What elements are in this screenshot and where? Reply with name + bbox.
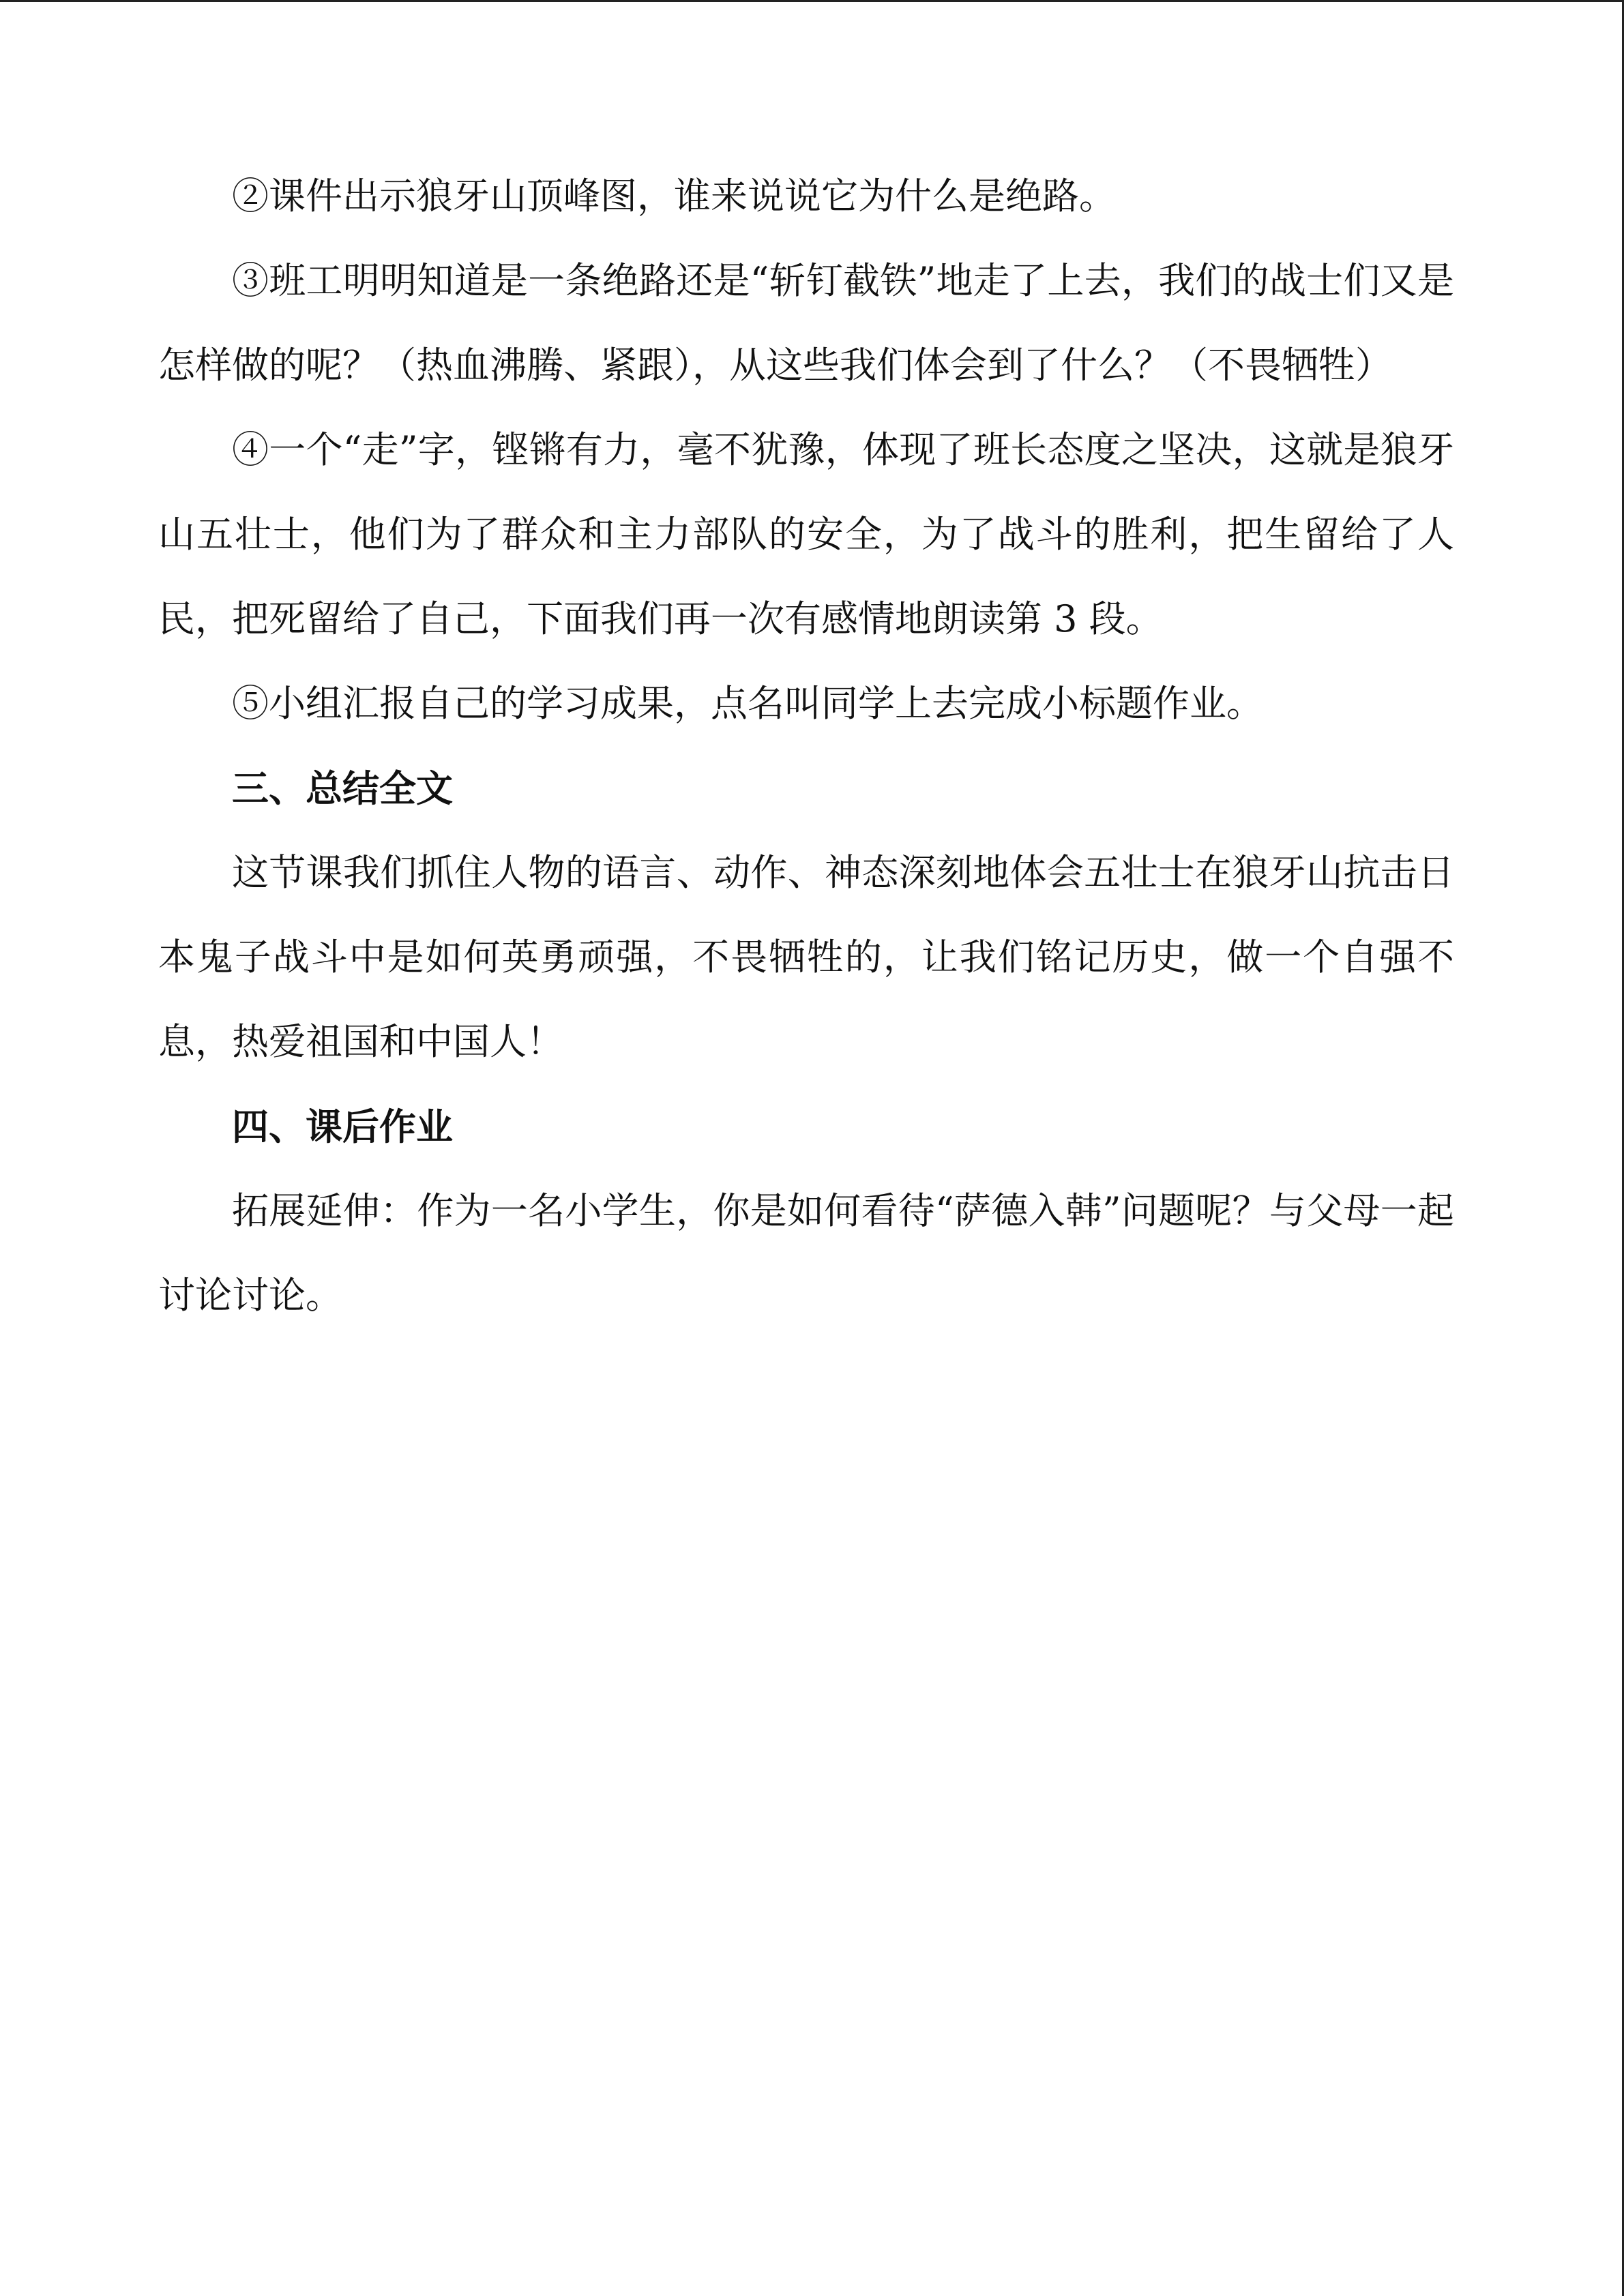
document-body: [158, 154, 1454, 1338]
section-heading-homework: 四、课后作业: [232, 1105, 453, 1148]
section-heading-summary: 三、总结全文: [232, 766, 453, 810]
paragraph-step-5: ⑤小组汇报自己的学习成果，点名叫同学上去完成小标题作业。: [232, 682, 1263, 725]
paragraph-homework: 拓展延伸：作为一名小学生，你是如何看待“萨德入韩”问题呢？与父母一起讨论讨论。: [158, 1189, 1454, 1317]
paragraph-step-4: ④一个“走”字，铿锵有力，毫不犹豫，体现了班长态度之坚决，这就是狼牙山五壮士，他们为了群众和主力部队的安全，为了战斗的胜利，把生留给了人民，把死留给了自己，下面我们再一次有感情地朗读第 3 段。: [158, 428, 1454, 640]
paragraph-step-3: ③班工明明知道是一条绝路还是“斩钉截铁”地走了上去，我们的战士们又是怎样做的呢？（热血沸腾、紧跟），从这些我们体会到了什么？（不畏牺牲）: [158, 259, 1454, 387]
paragraph-step-2: ②课件出示狼牙山顶峰图，谁来说说它为什么是绝路。: [232, 175, 1116, 218]
paragraph-summary: 这节课我们抓住人物的语言、动作、神态深刻地体会五壮士在狼牙山抗击日本鬼子战斗中是如何英勇顽强，不畏牺牲的，让我们铭记历史，做一个自强不息，热爱祖国和中国人！: [158, 851, 1454, 1063]
